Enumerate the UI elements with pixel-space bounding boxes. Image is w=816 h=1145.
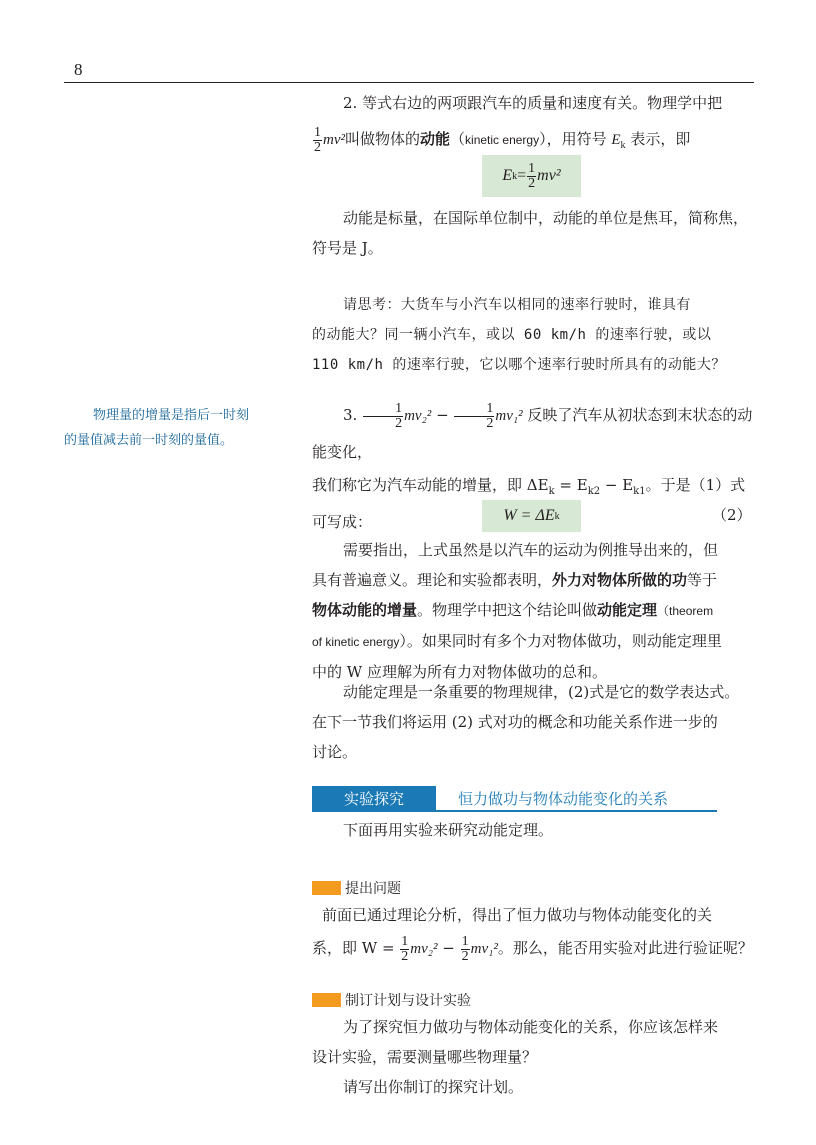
section-title: 恒力做功与物体动能变化的关系 (458, 790, 669, 808)
term-kinetic-energy: 动能 (420, 130, 451, 148)
theorem-paragraph: 动能定理是一条重要的物理规律，(2)式是它的数学表达式。 在下一节我们将运用 (2) 式对功的概念和功能关系作进一步的 讨论。 (312, 683, 740, 761)
item2-fraction: $\frac{1}{2}$ (314, 124, 321, 155)
formula-kinetic-energy: E k = $\frac{1}{2}$ mv² (482, 155, 581, 197)
page-number: 8 (74, 60, 83, 79)
orange-marker-icon (312, 881, 341, 895)
header-rule (64, 82, 754, 83)
orange-marker-icon (312, 993, 341, 1007)
plan-paragraph: 为了探究恒力做功与物体动能变化的关系，你应该怎样来 设计实验，需要测量哪些物理量？ 请写出你制订的探究计划。 (312, 1018, 719, 1096)
side-note: 物理量的增量是指后一时刻 的量值减去前一时刻的量值。 (64, 408, 250, 448)
generality-paragraph: 需要指出，上式虽然是以汽车的运动为例推导出来的，但 具有普遍意义。理论和实验都表明，外力对物体所做的功等于 物体动能的增量。物理学中把这个结论叫做动能定理（theorem of kinetic energy）。如果同时有多个力对物体做功，则动能定理里 中的 W 应理解为所有力对物体做功的总和。 (312, 541, 722, 681)
section-underline (436, 810, 717, 812)
experiment-intro: 下面再用实验来研究动能定理。 (343, 821, 554, 839)
unit-paragraph: 动能是标量，在国际单位制中，动能的单位是焦耳，简称焦， 符号是 J。 (312, 209, 749, 257)
item2-line2: $\frac{1}{2}$ mv²叫做物体的动能（kinetic energy），用符号 $E_k$ 表示，即 (314, 124, 691, 155)
subhead-plan: 制订计划与设计实验 (312, 991, 471, 1009)
term-kinetic-energy-en: kinetic energy (465, 133, 540, 147)
item3-paragraph: 3. $\frac{1}{2}$ mv₂² − $\frac{1}{2}$ mv₁² 反映了汽车从初状态到末状态的动能变化， 我们称它为汽车动能的增量，即 $\Delta E_k = E_{k2} - E_{k1}$。于是（1）式 可写成： (312, 400, 753, 531)
term-theorem: 动能定理 (597, 601, 658, 619)
item2-paragraph (312, 88, 754, 161)
question-paragraph: 前面已通过理论分析，得出了恒力做功与物体动能变化的关 系，即 W = $\frac{1}{2}$ mv₂² − $\frac{1}{2}$ mv₁²。那么，能否用实验对此进行验证呢？ (312, 906, 753, 964)
item2-line1: 2. 等式右边的两项跟汽车的质量和速度有关。物理学中把 (343, 94, 723, 112)
experiment-section-header (312, 786, 717, 812)
think-question: 请思考：大货车与小汽车以相同的速率行驶时，谁具有 的动能大？同一辆小汽车，或以 60 km/h 的速率行驶，或以 110 km/h 的速率行驶，它以哪个速率行驶时所具有的动能大？ (312, 297, 726, 373)
item2-mv2: mv² (323, 132, 345, 148)
section-tag: 实验探究 (312, 786, 436, 812)
subhead-question: 提出问题 (312, 879, 401, 897)
formula-work-energy: W = ΔE k (482, 500, 581, 532)
equation-number: （2） (712, 506, 752, 524)
